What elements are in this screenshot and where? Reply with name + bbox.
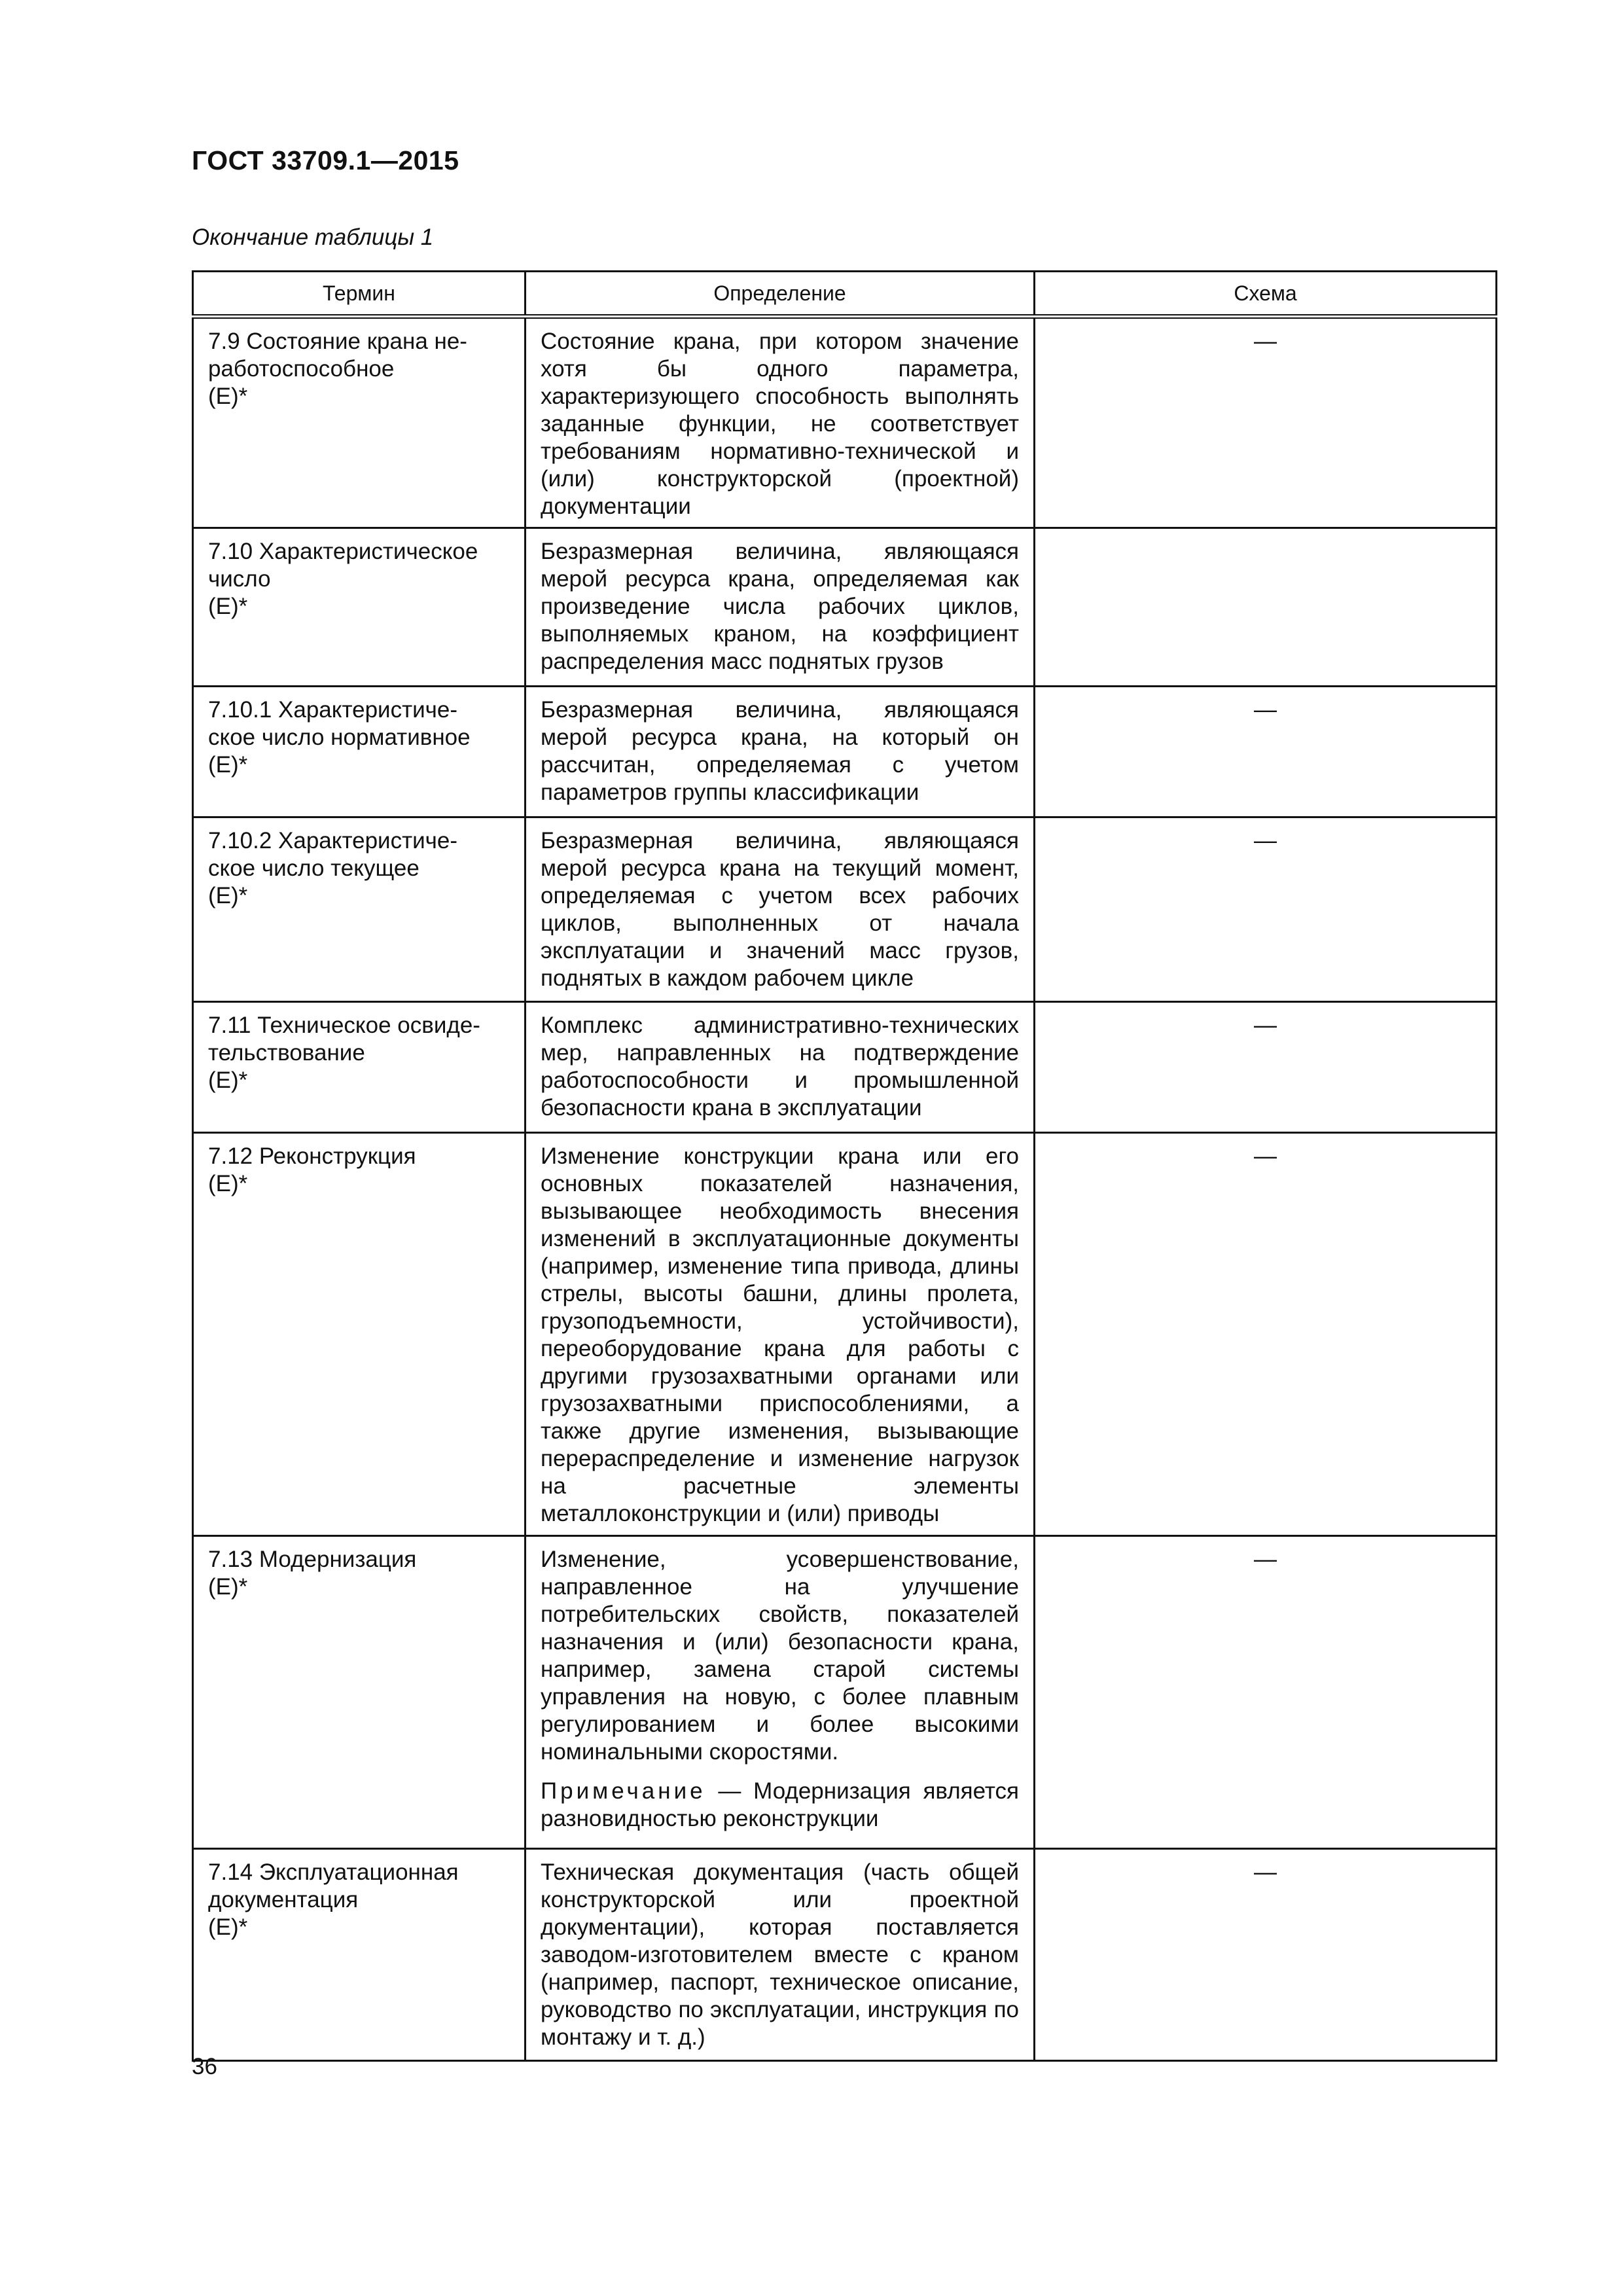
table-header-row: [193, 272, 1497, 317]
note-label: Примечание: [541, 1778, 706, 1804]
terms-table: [192, 270, 1497, 2062]
definition-cell: Изменение конструкции крана или его основных показателей назначения, вызывающее необходимость внесения изменений в эксплуатационные документы (например, изменение типа привода, длины стрелы, высоты башни, длины пролета, грузоподъемности, устойчивости), переоборудование крана для работы с другими грузозахватными органами или грузозахватными приспособлениями, а также другие изменения, вызывающие перераспределение и изменение нагрузок на расчетные элементы металлоконструкции и (или) приводы: [526, 1133, 1035, 1536]
scheme-cell: —: [1035, 687, 1497, 817]
term-cell: 7.10.1 Характеристиче- ское число нормативное (E)*: [193, 687, 526, 817]
term-cell: 7.13 Модернизация (E)*: [193, 1536, 526, 1849]
scheme-cell: —: [1035, 1849, 1497, 2061]
table-row: [193, 1133, 1497, 1536]
column-header-scheme: Схема: [1035, 272, 1497, 317]
table-caption: Окончание таблицы 1: [192, 224, 434, 250]
table-row: [193, 317, 1497, 528]
table-row: [193, 528, 1497, 687]
term-cell: 7.10 Характеристическое число (E)*: [193, 528, 526, 687]
definition-cell: Техническая документация (часть общей конструкторской или проектной документации), которая поставляется заводом-изготовителем вместе с краном (например, паспорт, техническое описание, руководство по эксплуатации, инструкция по монтажу и т. д.): [526, 1849, 1035, 2061]
note-text: — Модернизация является разновидностью реконструкции: [541, 1778, 1019, 1831]
definition-cell: Состояние крана, при котором значение хотя бы одного параметра, характеризующего способность выполнять заданные функции, не соответствует требованиям нормативно-технической и (или) конструкторской (проектной) документации: [526, 317, 1035, 528]
scheme-cell: —: [1035, 1536, 1497, 1849]
standard-title: ГОСТ 33709.1—2015: [192, 145, 459, 175]
scheme-cell: —: [1035, 317, 1497, 528]
table-row: [193, 687, 1497, 817]
scheme-cell: —: [1035, 1133, 1497, 1536]
term-cell: 7.9 Состояние крана не- работоспособное (E)*: [193, 317, 526, 528]
definition-text: Изменение, усовершенствование, направленное на улучшение потребительских свойств, показателей назначения и (или) безопасности крана, например, замена старой системы управления на новую, с более плавным регулированием и более высокими номинальными скоростями.: [541, 1547, 1019, 1765]
column-header-term: Термин: [193, 272, 526, 317]
term-cell: 7.10.2 Характеристиче- ское число текущее (E)*: [193, 817, 526, 1002]
definition-cell: Безразмерная величина, являющаяся мерой ресурса крана на текущий момент, определяемая с учетом всех рабочих циклов, выполненных от начала эксплуатации и значений масс грузов, поднятых в каждом рабочем цикле: [526, 817, 1035, 1002]
table-row: [193, 1849, 1497, 2061]
table-row: [193, 1536, 1497, 1849]
term-cell: 7.11 Техническое освиде- тельствование (E)*: [193, 1002, 526, 1133]
scheme-cell: —: [1035, 1002, 1497, 1133]
column-header-definition: Определение: [526, 272, 1035, 317]
scheme-cell: [1035, 528, 1497, 687]
page-number: 36: [192, 2054, 217, 2079]
definition-cell: Комплекс административно-технических мер, направленных на подтверждение работоспособности и промышленной безопасности крана в эксплуатации: [526, 1002, 1035, 1133]
definition-cell: [526, 1536, 1035, 1849]
scheme-cell: —: [1035, 817, 1497, 1002]
definition-cell: Безразмерная величина, являющаяся мерой ресурса крана, на который он рассчитан, определяемая с учетом параметров группы классификации: [526, 687, 1035, 817]
term-cell: 7.14 Эксплуатационная документация (E)*: [193, 1849, 526, 2061]
table-row: [193, 1002, 1497, 1133]
definition-cell: Безразмерная величина, являющаяся мерой ресурса крана, определяемая как произведение числа рабочих циклов, выполняемых краном, на коэффициент распределения масс поднятых грузов: [526, 528, 1035, 687]
table-row: [193, 817, 1497, 1002]
note: [541, 1778, 1019, 1833]
term-cell: 7.12 Реконструкция (E)*: [193, 1133, 526, 1536]
